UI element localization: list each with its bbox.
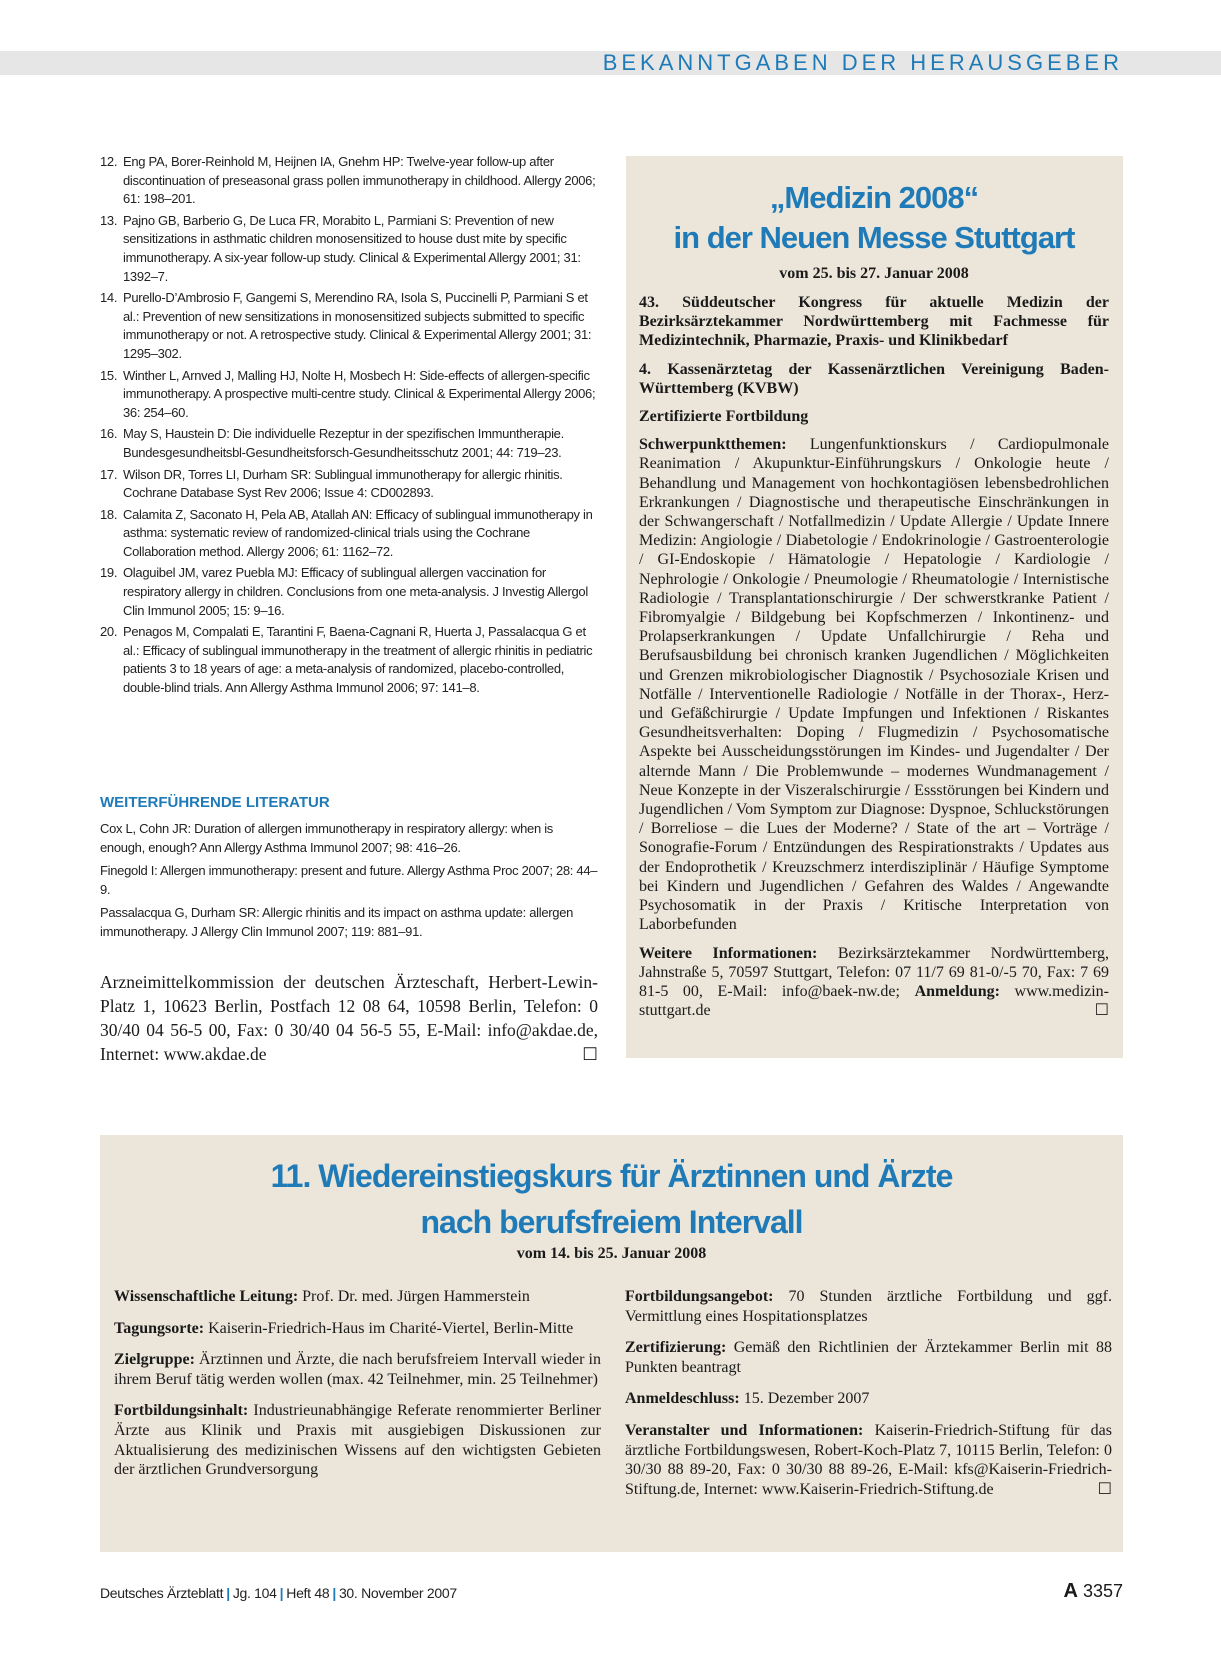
event-title (639, 178, 1109, 258)
course-detail (114, 1350, 601, 1389)
journal-date: 30. November 2007 (338, 1585, 457, 1601)
reference-item (100, 466, 600, 503)
reference-item (100, 623, 600, 697)
reference-text: Winther L, Arnved J, Malling HJ, Nolte H, Mosbech H: Side-effects of allergen-specific immunotherapy. A prospective multi-centre study. Clinical & Experimental Allergy 2006; 36: 254–60. (123, 367, 596, 420)
further-reading-item: Finegold I: Allergen immunotherapy: present and future. Allergy Asthma Proc 2007; 28: 44–9. (100, 863, 598, 897)
reference-number: 14. (100, 290, 118, 306)
detail-label: Zielgruppe: (114, 1351, 195, 1369)
course-details-right (625, 1287, 1112, 1511)
detail-text: Ärztinnen und Ärzte, die nach berufsfreiem Intervall wieder in ihrem Beruf tätig werden wollen (max. 42 Teilnehmer, min. 25 Teilnehmer) (114, 1351, 601, 1388)
page-number-value: 3357 (1082, 1581, 1123, 1601)
course-detail (625, 1421, 1112, 1499)
detail-label: Tagungsorte: (114, 1319, 205, 1337)
detail-text: Industrieunabhängige Referate renommierter Berliner Ärzte aus Klinik und Praxis mit ausgiebigen Diskussionen zur Aktualisierung des medizinischen Wissens auf den wichtigsten Gebieten der ärztlichen Grundversorgung (114, 1402, 601, 1479)
detail-label: Wissenschaftliche Leitung: (114, 1288, 299, 1305)
further-reading-item: Cox L, Cohn JR: Duration of allergen immunotherapy in respiratory allergy: when is enough, enough? Ann Allergy Asthma Immunol 2007; 98: 416–26. (100, 821, 554, 855)
akdae-text: Arzneimittelkommission der deutschen Ärzteschaft, Herbert-Lewin-Platz 1, 10623 Berlin, Postfach 12 08 64, 10598 Berlin, Telefon: 0 30/40 04 56-5 00, Fax: 0 30/40 04 56-5 55, E-Mail: info@akdae.de, Internet: www.akdae.de (100, 972, 598, 1064)
footer-separator: | (332, 1585, 336, 1601)
course-detail (114, 1401, 601, 1479)
reference-number: 19. (100, 565, 118, 581)
event-subtitle: Zertifizierte Fortbildung (639, 408, 809, 426)
detail-text: Kaiserin-Friedrich-Haus im Charité-Viertel, Berlin-Mitte (208, 1319, 574, 1337)
section-header: BEKANNTGABEN DER HERAUSGEBER (602, 50, 1123, 75)
detail-label: Zertifizierung: (625, 1339, 727, 1357)
reference-item (100, 289, 600, 363)
reference-item (100, 425, 600, 462)
reference-text: Eng PA, Borer-Reinhold M, Heijnen IA, Gnehm HP: Twelve-year follow-up after discontinuation of preseasonal grass pollen immunotherapy in childhood. Allergy 2006; 61: 198–201. (123, 154, 596, 207)
reference-list (100, 153, 600, 701)
reference-number: 17. (100, 466, 118, 482)
event-box-medizin-2008 (626, 156, 1123, 1058)
detail-label: Anmeldeschluss: (625, 1390, 740, 1408)
event-box-wiedereinstiegskurs (100, 1135, 1123, 1552)
event-title-line: „Medizin 2008“ (769, 180, 979, 215)
event-topics (639, 435, 1109, 934)
reference-number: 13. (100, 212, 118, 228)
event-title-line: in der Neuen Messe Stuttgart (673, 220, 1075, 255)
course-title-line: 11. Wiedereinstiegskurs für Ärztinnen und Ärzte (270, 1158, 953, 1194)
reference-number: 18. (100, 506, 118, 522)
course-detail (114, 1319, 601, 1339)
akdae-contact (100, 970, 598, 1066)
reference-number: 15. (100, 367, 118, 383)
topics-text: Lungenfunktionskurs / Cardiopulmonale Reanimation / Akupunktur-Einführungskurs / Onkologie heute / Behandlung und Management von hochkontagiösen lebensbedrohlichen Erkrankungen / Diagnostische und therapeutische Einschränkungen in der Schwangerschaft / Notfallmedizin / Update Allergie / Update Innere Medizin: Angiologie / Diabetologie / Endokrinologie / Gastroenterologie / GI-Endoskopie / Hämatologie / Hepatologie / Kardiologie / Nephrologie / Onkologie / Pneumologie / Rheumatologie / Internistische Radiologie / Transplantationschirurgie / Der schwerstkranke Patient / Fibromyalgie / Bildgebung bei Kopfschmerzen / Inkontinenz- und Prolapserkrankungen / Update Unfallchirurgie / Reha und Berufsausbildung bei chronisch kranken Jugendlichen / Möglichkeiten und Grenzen mikrobiologischer Diagnostik / Psychosoziale Krisen und Notfälle / Interventionelle Radiologie / Notfälle in der Thorax-, Herz- und Gefäßchirurgie / Update Impfungen und Infektionen / Riskantes Gesundheitsverhalten: Doping / Flugmedizin / Psychosomatische Aspekte bei Ausscheidungsstörungen im Kindes- und Jugendalter / Der alternde Mann / Die Problemwunde – modernes Wundmanagement / Neue Konzepte in der Viszeralschirurgie / Essstörungen bei Kindern und Jugendlichen / Vom Symptom zur Diagnose: Dyspnoe, Schluckstörungen / Borreliose – die Lues der Moderne? / State of the art – Vorträge / Sonografie-Forum / Entzündungen des Respirationstrakts / Updates aus der Endoprothetik / Kreuzschmerz interdisziplinär / Häufige Symptome bei Kindern und Jugendlichen / Gefahren des Waldes / Angewandte Psychosomatik in der Praxis / Kritische Interpretation von Laborbefunden (639, 436, 1109, 934)
detail-text: Gemäß den Richtlinien der Ärztekammer Berlin mit 88 Punkten beantragt (625, 1339, 1112, 1376)
course-detail (625, 1389, 1112, 1409)
course-detail (114, 1287, 601, 1307)
further-reading-title: WEITERFÜHRENDE LITERATUR (100, 794, 330, 811)
reference-text: Purello-D’Ambrosio F, Gangemi S, Merendino RA, Isola S, Puccinelli P, Parmiani S et al.: Prevention of new sensitizations in monosensitized subjects submitted to specific immunotherapy or not. A retrospective study. Clinical & Experimental Allergy 2001; 31: 1295–302. (123, 290, 592, 361)
course-title (100, 1153, 1123, 1245)
course-title-line: nach berufsfreiem Intervall (420, 1204, 803, 1240)
journal-name: Deutsches Ärzteblatt (100, 1585, 224, 1601)
reference-text: Wilson DR, Torres LI, Durham SR: Sublingual immunotherapy for allergic rhinitis. Cochrane Database Syst Rev 2006; Issue 4: CD002893. (123, 466, 563, 501)
detail-label: Veranstalter und Informationen: (625, 1421, 864, 1439)
end-mark-icon: ☐ (582, 1044, 598, 1064)
reference-item (100, 367, 600, 423)
further-reading-list (100, 820, 600, 947)
detail-text: Kaiserin-Friedrich-Stiftung für das ärztliche Fortbildungswesen, Robert-Koch-Platz 7, 10115 Berlin, Telefon: 0 30/30 88 89-20, Fax: 0 30/30 88 89-26, E-Mail: kfs@Kaiserin-Friedrich-Stiftung.de, Internet: www.Kaiserin-Friedrich-Stiftung.de (625, 1421, 1113, 1498)
reference-text: Calamita Z, Saconato H, Pela AB, Atallah AN: Efficacy of sublingual immunotherapy in asthma: systematic review of randomized-clinical trials using the Cochrane Collaboration method. Allergy 2006; 61: 1162–72. (123, 506, 593, 559)
reference-item (100, 506, 600, 562)
detail-text: Prof. Dr. med. Jürgen Hammerstein (302, 1288, 530, 1305)
reference-number: 20. (100, 624, 118, 640)
reference-text: Penagos M, Compalati E, Tarantini F, Baena-Cagnani R, Huerta J, Passalacqua G et al.: Efficacy of sublingual immunotherapy in the treatment of allergic rhinitis in pediatric patients 3 to 18 years of age: a meta-analysis of randomized, placebo-controlled, double-blind trials. Ann Allergy Asthma Immunol 2006; 97: 141–8. (123, 624, 593, 696)
registration-link: www.medizin-stuttgart.de (639, 982, 1110, 1020)
further-reading-item: Passalacqua G, Durham SR: Allergic rhinitis and its impact on asthma update: allergen immunotherapy. J Allergy Clin Immunol 2007; 119: 881–91. (100, 905, 574, 939)
event-info (639, 944, 1109, 1021)
detail-label: Fortbildungsinhalt: (114, 1402, 249, 1420)
reference-text: Pajno GB, Barberio G, De Luca FR, Morabito L, Parmiani S: Prevention of new sensitizations in asthmatic children monosensitized to house dust mite by specific immunotherapy. A six-year follow-up study. Clinical & Experimental Allergy 2001; 31: 1392–7. (123, 212, 581, 284)
detail-text: 15. Dezember 2007 (743, 1390, 870, 1408)
page-prefix: A (1063, 1580, 1078, 1602)
reference-text: May S, Haustein D: Die individuelle Rezeptur in der spezifischen Immuntherapie. Bundesgesundheitsbl-Gesundheitsforsch-Gesundheitsschutz 2001; 44: 719–23. (123, 426, 564, 460)
course-dates: vom 14. bis 25. Januar 2008 (516, 1245, 707, 1262)
event-subtitle: 4. Kassenärztetag der Kassenärztlichen Vereinigung Baden-Württemberg (KVBW) (639, 360, 1109, 397)
detail-label: Fortbildungsangebot: (625, 1288, 774, 1305)
page-footer (100, 1585, 457, 1601)
event-dates: vom 25. bis 27. Januar 2008 (779, 265, 969, 282)
page-number (1063, 1580, 1123, 1603)
registration-label: Anmeldung: (914, 982, 1000, 1000)
info-text: Bezirksärztekammer Nordwürttemberg, Jahnstraße 5, 70597 Stuttgart, Telefon: 07 11/7 69 81-0/-5 70, Fax: 7 69 81-5 00, E-Mail: info@baek-nw.de; (639, 944, 1110, 1000)
course-details-left (114, 1287, 601, 1492)
journal-volume: Jg. 104 (232, 1585, 277, 1601)
reference-item (100, 153, 600, 209)
reference-text: Olaguibel JM, varez Puebla MJ: Efficacy of sublingual allergen vaccination for respiratory allergy in children. Conclusions from one meta-analysis. J Investig Allergol Clin Immunol 2005; 15: 9–16. (123, 565, 588, 618)
end-mark-icon: ☐ (1094, 1002, 1109, 1020)
footer-separator: | (279, 1585, 284, 1601)
info-label: Weitere Informationen: (639, 944, 818, 962)
end-mark-icon: ☐ (1097, 1480, 1112, 1498)
reference-number: 12. (100, 154, 118, 169)
footer-separator: | (226, 1585, 230, 1601)
reference-number: 16. (100, 426, 118, 442)
reference-item (100, 564, 600, 620)
journal-issue: Heft 48 (286, 1585, 330, 1601)
topics-label: Schwerpunktthemen: (639, 436, 787, 454)
event-subtitle: 43. Süddeutscher Kongress für aktuelle Medizin der Bezirksärztekammer Nordwürttemberg mit Fachmesse für Medizintechnik, Pharmazie, Praxis- und Klinikbedarf (639, 294, 1109, 350)
detail-text: 70 Stunden ärztliche Fortbildung und ggf. Vermittlung eines Hospitationsplatzes (625, 1288, 1113, 1325)
reference-item (100, 212, 600, 286)
course-detail (625, 1287, 1112, 1326)
course-detail (625, 1338, 1112, 1377)
